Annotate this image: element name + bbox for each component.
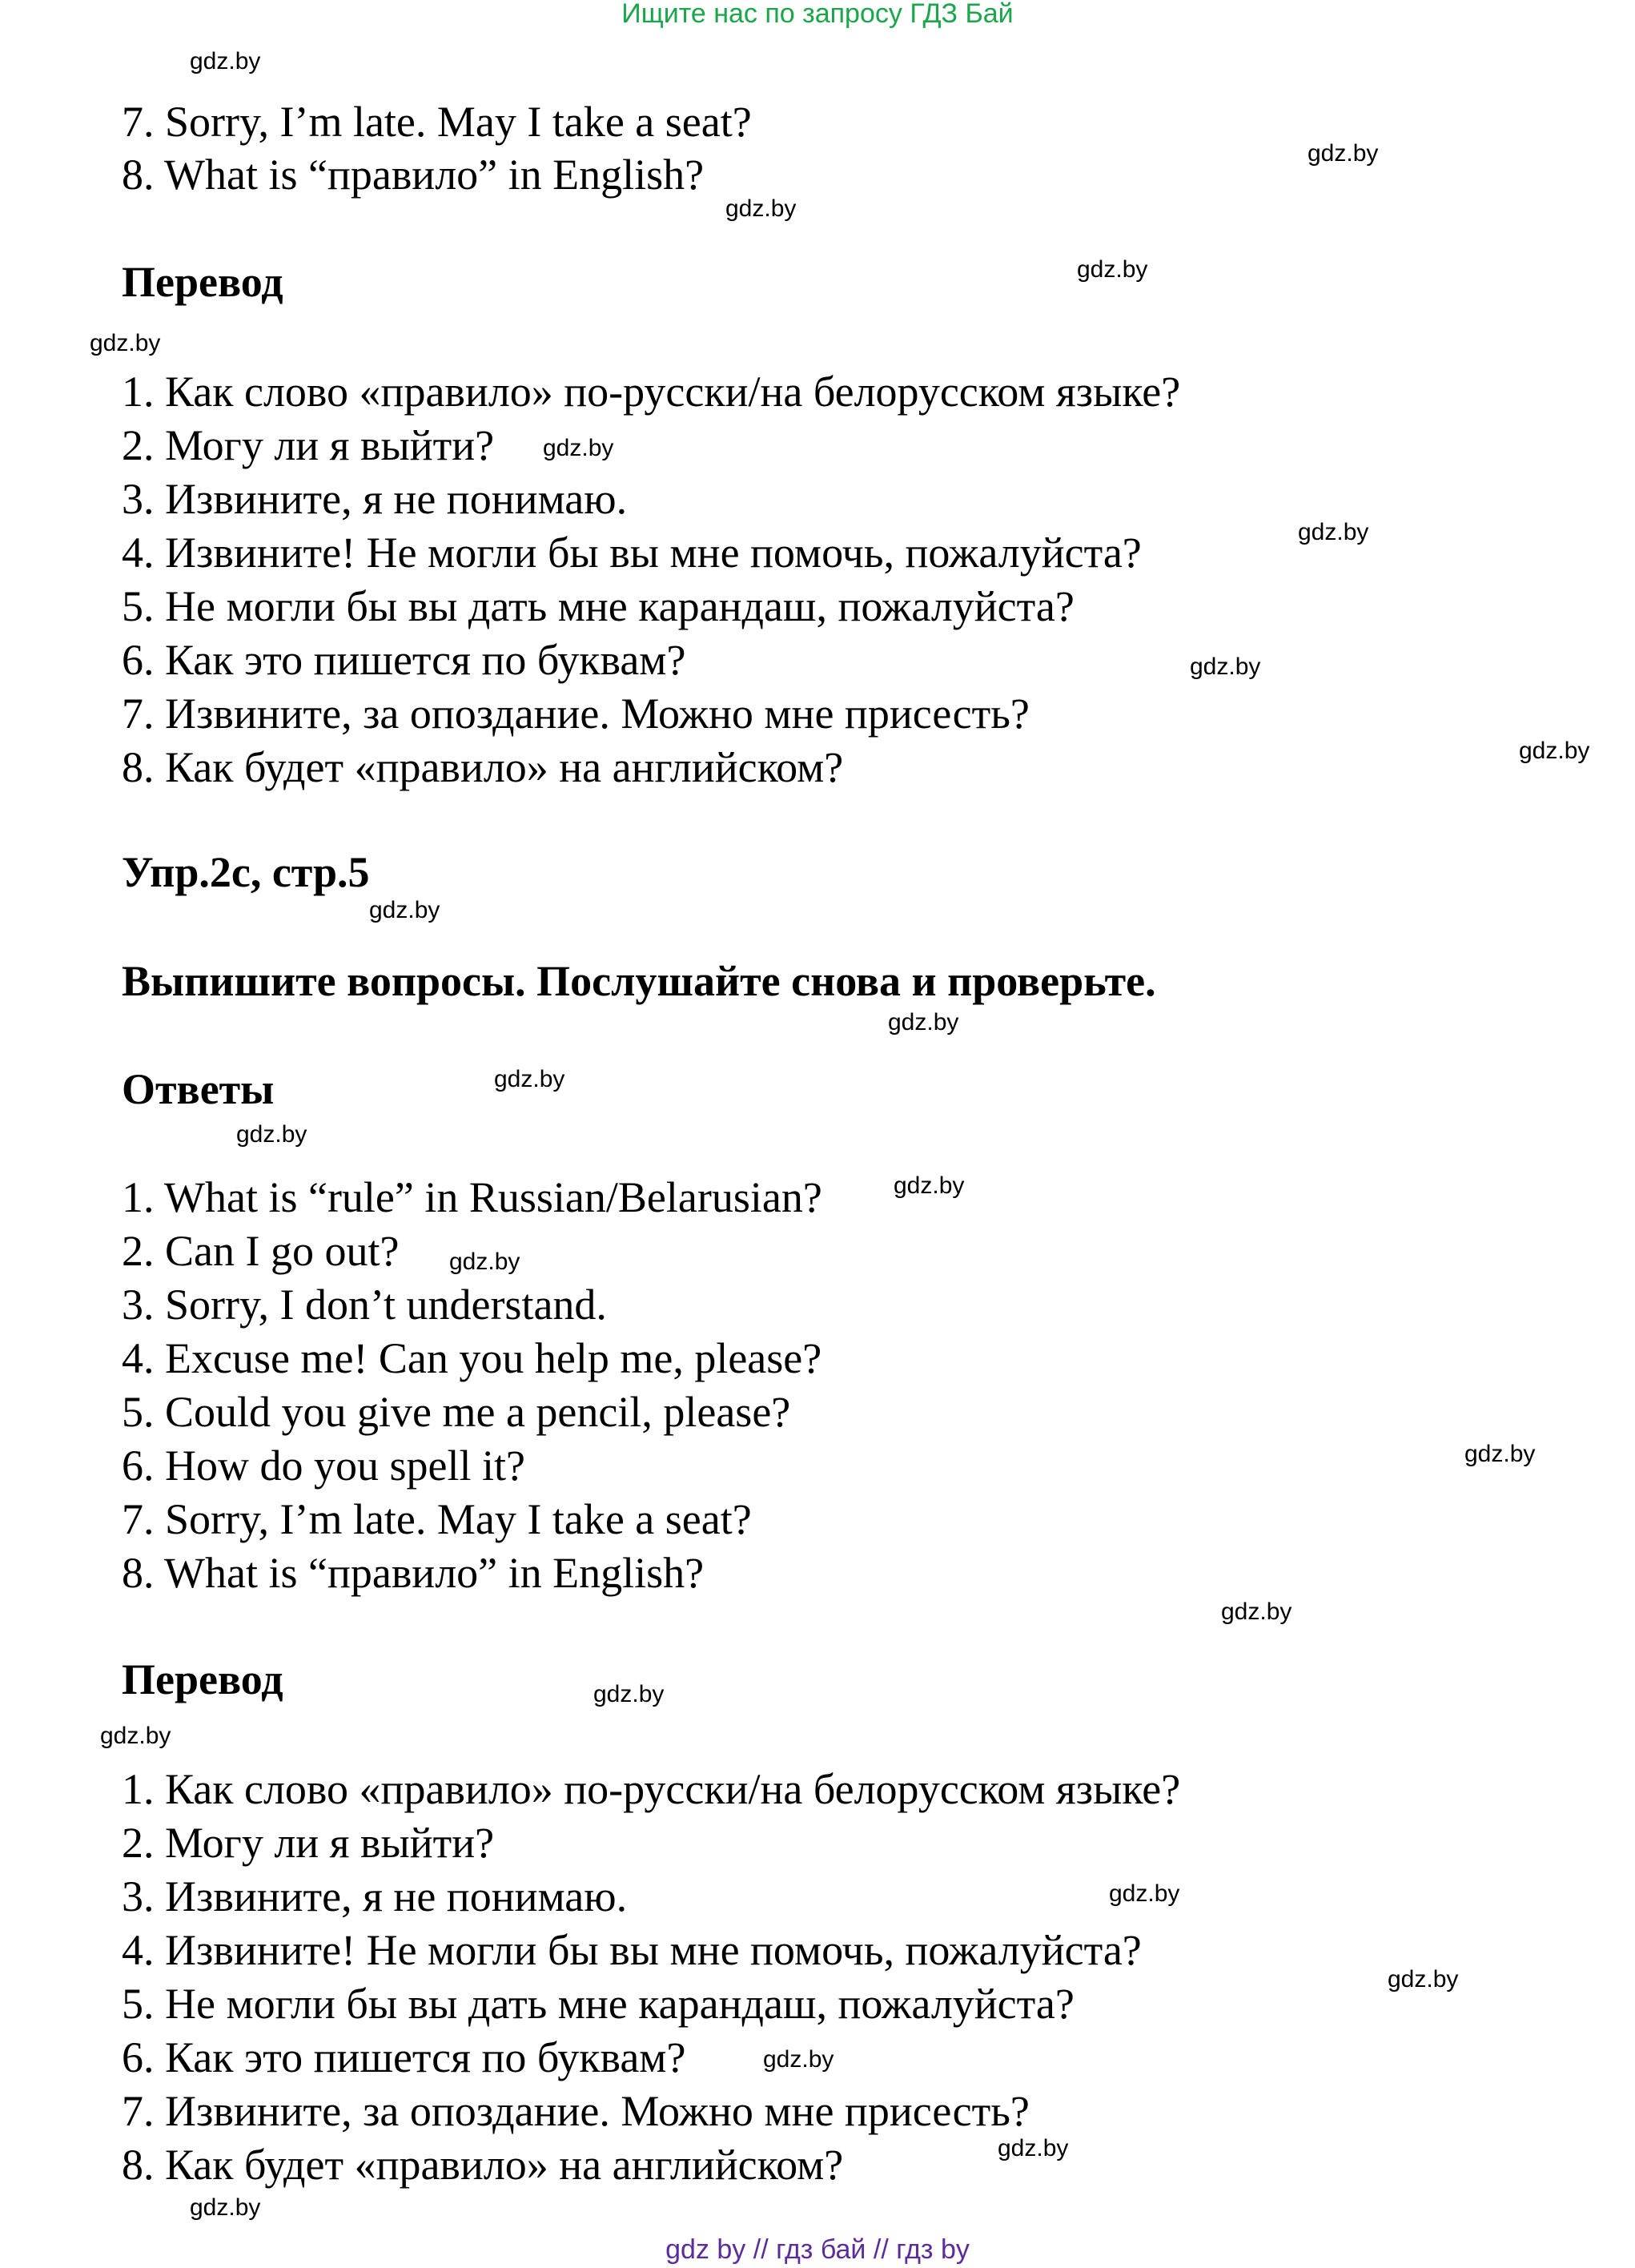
answers-item-3: 3. Sorry, I don’t understand. (122, 1281, 607, 1329)
footer-links: gdz by // гдз бай // гдз by (665, 2234, 970, 2265)
watermark: gdz.by (190, 2194, 261, 2221)
section2-item-8: 8. Как будет «правило» на английском? (122, 2141, 844, 2189)
section1-item-3: 3. Извините, я не понимаю. (122, 475, 628, 523)
section2-item-4: 4. Извините! Не могли бы вы мне помочь, пожалуйста? (122, 1926, 1142, 1974)
answers-item-4: 4. Excuse me! Can you help me, please? (122, 1334, 822, 1382)
watermark: gdz.by (1388, 1966, 1459, 1993)
watermark: gdz.by (1308, 140, 1379, 167)
watermark: gdz.by (725, 195, 797, 222)
answers-item-6: 6. How do you spell it? (122, 1442, 525, 1490)
section2-item-5: 5. Не могли бы вы дать мне карандаш, пожалуйста? (122, 1980, 1075, 2028)
watermark: gdz.by (888, 1009, 959, 1035)
watermark: gdz.by (543, 435, 614, 461)
watermark: gdz.by (90, 330, 161, 356)
watermark: gdz.by (998, 2135, 1069, 2161)
section1-item-4: 4. Извините! Не могли бы вы мне помочь, пожалуйста? (122, 529, 1142, 577)
watermark: gdz.by (1221, 1598, 1292, 1625)
answers-item-8: 8. What is “правило” in English? (122, 1549, 705, 1597)
watermark: gdz.by (1464, 1441, 1536, 1467)
answers-item-7: 7. Sorry, I’m late. May I take a seat? (122, 1495, 752, 1543)
watermark: gdz.by (1190, 653, 1261, 680)
answers-heading: Ответы (122, 1065, 275, 1113)
section1-item-7: 7. Извините, за опоздание. Можно мне присесть? (122, 690, 1030, 738)
section1-item-8: 8. Как будет «правило» на английском? (122, 743, 844, 791)
section1-heading: Перевод (122, 258, 283, 306)
top-list-item-8: 8. What is “правило” in English? (122, 151, 705, 199)
exercise-title: Упр.2с, стр.5 (122, 848, 370, 896)
section2-item-6: 6. Как это пишется по буквам? (122, 2033, 686, 2081)
watermark: gdz.by (236, 1121, 307, 1148)
answers-item-1: 1. What is “rule” in Russian/Belarusian? (122, 1173, 822, 1221)
section1-item-2: 2. Могу ли я выйти? (122, 421, 495, 469)
answers-item-2: 2. Can I go out? (122, 1227, 400, 1275)
watermark: gdz.by (369, 897, 440, 923)
section1-item-6: 6. Как это пишется по буквам? (122, 636, 686, 684)
watermark: gdz.by (190, 48, 261, 74)
section1-item-5: 5. Не могли бы вы дать мне карандаш, пожалуйста? (122, 582, 1075, 630)
watermark: gdz.by (763, 2046, 834, 2073)
watermark: gdz.by (1077, 256, 1148, 283)
section2-item-7: 7. Извините, за опоздание. Можно мне присесть? (122, 2087, 1030, 2135)
watermark: gdz.by (593, 1681, 665, 1707)
watermark: gdz.by (894, 1172, 965, 1199)
watermark: gdz.by (100, 1723, 171, 1749)
section2-item-1: 1. Как слово «правило» по-русски/на белорусском языке? (122, 1765, 1181, 1813)
section2-item-2: 2. Могу ли я выйти? (122, 1819, 495, 1867)
watermark: gdz.by (449, 1249, 520, 1275)
watermark: gdz.by (494, 1066, 565, 1092)
section2-item-3: 3. Извините, я не понимаю. (122, 1872, 628, 1920)
exercise-instruction: Выпишите вопросы. Послушайте снова и проверьте. (122, 957, 1156, 1005)
answers-item-5: 5. Could you give me a pencil, please? (122, 1388, 791, 1436)
watermark: gdz.by (1298, 519, 1369, 545)
section2-heading: Перевод (122, 1655, 283, 1703)
section1-item-1: 1. Как слово «правило» по-русски/на белорусском языке? (122, 368, 1181, 416)
watermark: gdz.by (1109, 1880, 1180, 1907)
top-list-item-7: 7. Sorry, I’m late. May I take a seat? (122, 98, 752, 146)
top-banner: Ищите нас по запросу ГДЗ Бай (621, 0, 1014, 29)
watermark: gdz.by (1519, 738, 1590, 764)
